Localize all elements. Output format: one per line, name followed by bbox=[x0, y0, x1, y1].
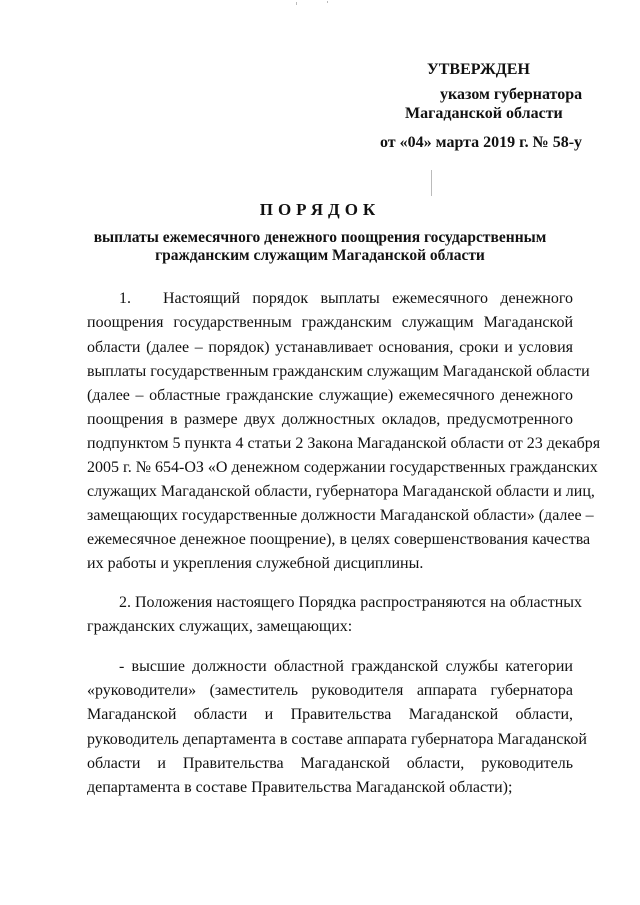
scan-speck bbox=[431, 170, 432, 196]
paragraph-1-line: замещающих государственные должности Магаданской области» (далее – bbox=[87, 507, 594, 524]
scan-speck bbox=[327, 1, 328, 3]
approval-by-line-2: Магаданской области bbox=[405, 105, 563, 122]
paragraph-3-line: Магаданской области и Правительства Магаданской области, bbox=[87, 706, 573, 723]
paragraph-1-number: 1. bbox=[119, 290, 131, 307]
approval-by-line-1: указом губернатора bbox=[440, 86, 583, 103]
paragraph-1-line: выплаты государственным гражданским служащим Магаданской области bbox=[87, 363, 590, 380]
paragraph-1-line: поощрения государственным гражданским служащим Магаданской bbox=[87, 314, 573, 331]
paragraph-3-line: «руководители» (заместитель руководителя аппарата губернатора bbox=[87, 682, 573, 699]
paragraph-3-line: - высшие должности областной гражданской службы категории bbox=[119, 658, 573, 675]
scan-speck bbox=[296, 2, 297, 5]
paragraph-1-line: 1. Настоящий порядок выплаты ежемесячного денежного bbox=[119, 290, 573, 307]
document-title: ПОРЯДОК bbox=[259, 200, 381, 219]
paragraph-2-line: гражданских служащих, замещающих: bbox=[87, 618, 353, 635]
paragraph-3-line: руководитель департамента в составе аппарата губернатора Магаданской bbox=[87, 731, 587, 748]
paragraph-2-line: 2. Положения настоящего Порядка распространяются на областных bbox=[119, 594, 582, 611]
paragraph-1-line: подпунктом 5 пункта 4 статьи 2 Закона Магаданской области от 23 декабря bbox=[87, 435, 601, 452]
paragraph-1-line: их работы и укрепления служебной дисциплины. bbox=[87, 555, 424, 572]
paragraph-1-line: ежемесячное денежное поощрение), в целях совершенствования качества bbox=[87, 531, 591, 548]
approval-heading: УТВЕРЖДЕН bbox=[427, 61, 530, 78]
paragraph-3-line: области и Правительства Магаданской области, руководитель bbox=[87, 755, 573, 772]
paragraph-1-line: области (далее – порядок) устанавливает основания, сроки и условия bbox=[87, 339, 573, 356]
paragraph-1-line: (далее – областные гражданские служащие) ежемесячного денежного bbox=[87, 387, 573, 404]
paragraph-1-line: 2005 г. № 654-ОЗ «О денежном содержании государственных гражданских bbox=[87, 459, 598, 476]
paragraph-3-line: департамента в составе Правительства Магаданской области); bbox=[87, 779, 513, 796]
approval-date: от «04» марта 2019 г. № 58-у bbox=[380, 134, 583, 151]
paragraph-1-line: поощрения в размере двух должностных окладов, предусмотренного bbox=[87, 411, 573, 428]
paragraph-1-line: служащих Магаданской области, губернатора Магаданской области и лиц, bbox=[87, 483, 595, 500]
document-subtitle-line-2: гражданским служащим Магаданской области bbox=[155, 247, 485, 264]
document-subtitle-line-1: выплаты ежемесячного денежного поощрения государственным bbox=[93, 229, 547, 246]
